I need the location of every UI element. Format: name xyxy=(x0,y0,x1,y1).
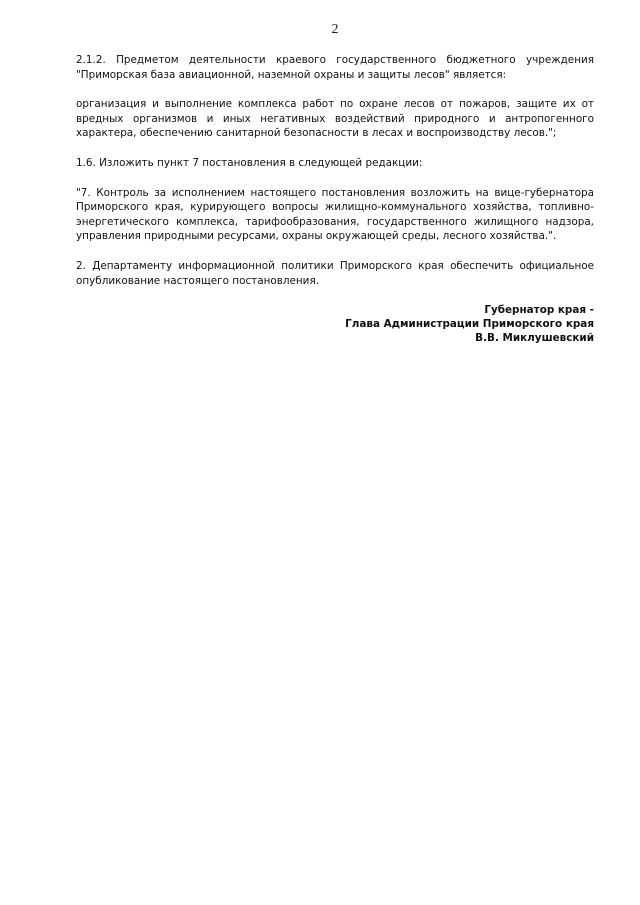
signature-title: Губернатор края - xyxy=(484,304,594,317)
signature-position: Глава Администрации Приморского края xyxy=(345,318,594,331)
paragraph-activity-description: организация и выполнение комплекса работ по охране лесов от пожаров, защите их от вредных организмов и иных негативных воздействий природного и антропогенного характера, обеспечению санитарной безопасности в лесах и воспроизводству лесов."; xyxy=(76,98,594,140)
document-body xyxy=(76,53,594,345)
paragraph-7-control: "7. Контроль за исполнением настоящего постановления возложить на вице-губернатора Приморского края, курирующего вопросы жилищно-коммунального хозяйства, топливно-энергетического комплекса, тарифообразования, государственного жилищного надзора, управления природными ресурсами, охраны окружающей среды, лесного хозяйства.". xyxy=(76,186,594,243)
signature-name: В.В. Миклушевский xyxy=(475,332,594,345)
paragraph-1-6: 1.6. Изложить пункт 7 постановления в следующей редакции: xyxy=(76,156,423,169)
paragraph-2-publication: 2. Департаменту информационной политики Приморского края обеспечить официальное опубликование настоящего постановления. xyxy=(76,259,594,287)
page-number: 2 xyxy=(331,22,339,37)
paragraph-2-1-2: 2.1.2. Предметом деятельности краевого государственного бюджетного учреждения "Приморская база авиационной, наземной охраны и защиты лесов" является: xyxy=(76,54,594,81)
signature-block xyxy=(76,303,594,345)
